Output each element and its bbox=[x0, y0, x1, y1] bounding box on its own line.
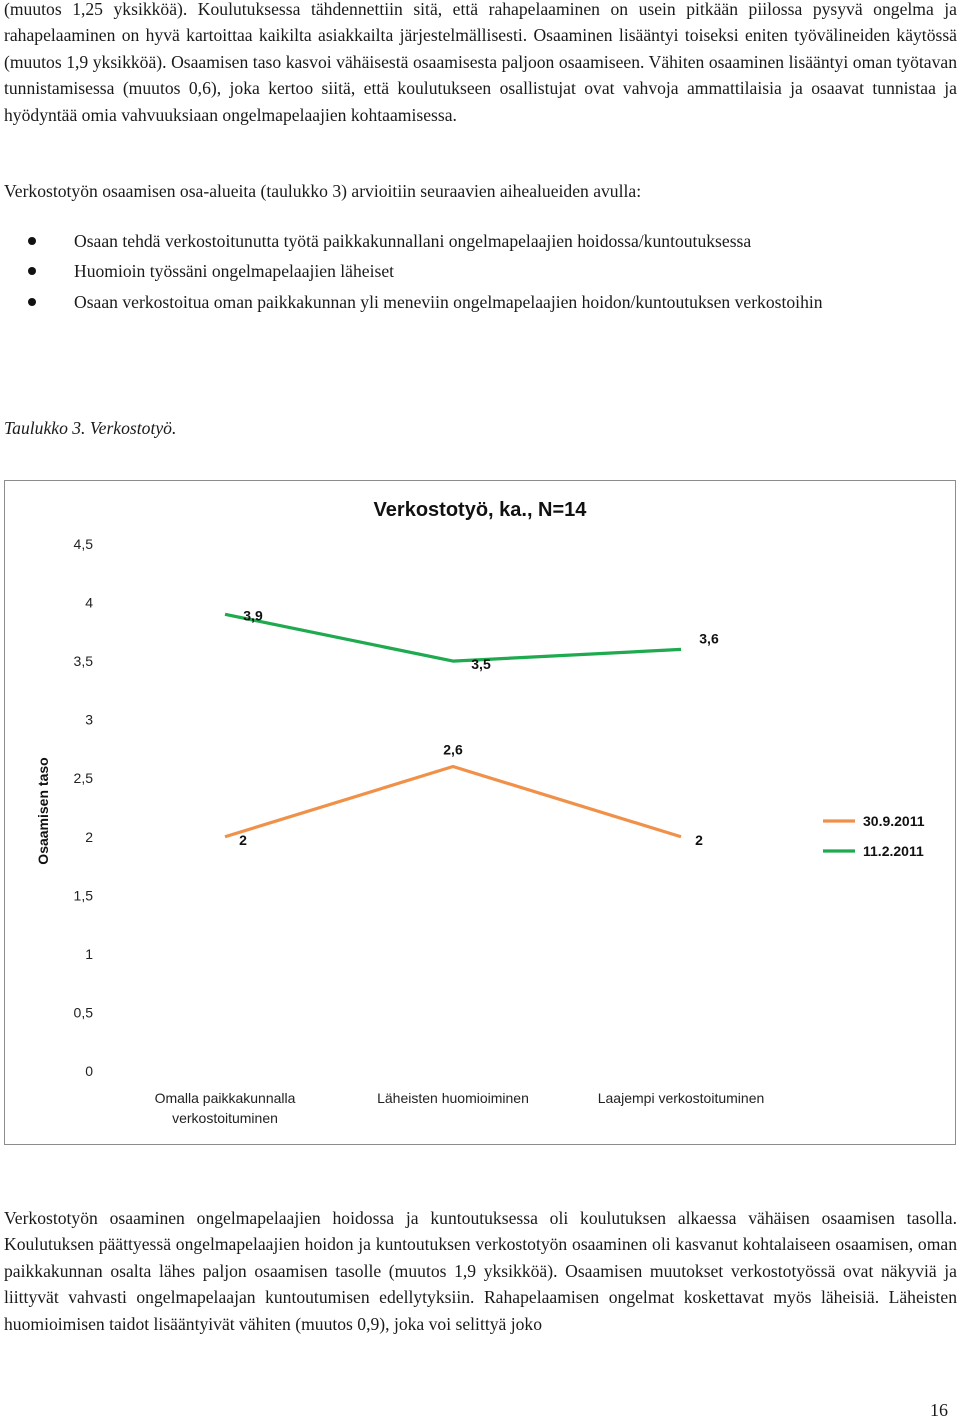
list-item: Osaan tehdä verkostoitunutta työtä paikkakunnallani ongelmapelaajien hoidossa/kuntoutuksessa bbox=[4, 228, 957, 254]
table-caption: Taulukko 3. Verkostotyö. bbox=[4, 418, 177, 438]
y-axis-label: Osaamisen taso bbox=[35, 757, 51, 865]
paragraph-network-areas: Verkostotyön osaamisen osa-alueita (taulukko 3) arvioitiin seuraavien aihealueiden avulla: bbox=[4, 181, 642, 201]
y-tick-label: 1 bbox=[85, 945, 93, 962]
paragraph-intro: (muutos 1,25 yksikköä). Koulutuksessa tähdennettiin sitä, että rahapelaaminen on usein pitkään piilossa pysyvä ongelma ja rahapelaaminen on hyvä kartoittaa kaikilta asiakkailta järjestelmällisesti. Osaaminen lisääntyi toiseksi eniten työvälineiden käytössä (muutos 1,9 yksikköä). Osaamisen taso kasvoi vähäisestä osaamisesta paljoon osaamiseen. Vähiten osaaminen lisääntyi oman työtavan tunnistamisessa (muutos 0,6), joka kertoo siitä, että koulutukseen osallistujat ovat vahvoja ammattilaisia ja osaavat tunnistaa ja hyödyntää omia vahvuuksiaan ongelmapelaajien kohtaamisessa. bbox=[4, 0, 957, 125]
data-label: 2,6 bbox=[443, 741, 463, 758]
x-category-label: Läheisten huomioiminen bbox=[377, 1090, 529, 1106]
y-tick-label: 2 bbox=[85, 828, 93, 845]
chart-frame bbox=[4, 480, 956, 1145]
x-category-label: Laajempi verkostoituminen bbox=[597, 1090, 765, 1106]
paragraph-conclusion: Verkostotyön osaaminen ongelmapelaajien hoidossa ja kuntoutuksessa oli koulutuksen alkaessa vähäisen osaamisen tasolla. Koulutuksen päättyessä ongelmapelaajien hoidon ja kuntoutuksen verkostotyön osaaminen oli kasvanut kohtalaiseen osaamisen, oman paikkakunnan osalta lähes paljon osaamisen tasolle (muutos 1,9 yksikköä). Osaamisen muutokset verkostotyössä ovat näkyviä ja liittyvät vahvasti ongelmapelaajan kuntoutumisen edellytyksiin. Rahapelaamisen ongelmat koskettavat myös läheisiä. Läheisten huomioimisen taidot lisääntyivät vähiten (muutos 0,9), joka voi selittyä joko bbox=[4, 1208, 957, 1334]
line-chart bbox=[5, 481, 955, 1144]
data-label: 3,6 bbox=[699, 630, 719, 647]
y-tick-label: 1,5 bbox=[73, 887, 93, 904]
y-tick-label: 0 bbox=[85, 1063, 93, 1079]
x-category-label: Omalla paikkakunnalla bbox=[154, 1090, 296, 1106]
y-tick-label: 0,5 bbox=[73, 1004, 93, 1021]
bullet-list bbox=[4, 228, 957, 319]
legend-label: 11.2.2011 bbox=[863, 843, 924, 859]
y-tick-label: 3 bbox=[85, 711, 93, 728]
list-item: Osaan verkostoitua oman paikkakunnan yli meneviin ongelmapelaajien hoidon/kuntoutuksen verkostoihin bbox=[4, 289, 957, 315]
chart-title: Verkostotyö, ka., N=14 bbox=[373, 499, 587, 521]
data-label: 2 bbox=[239, 831, 247, 848]
y-tick-label: 3,5 bbox=[73, 653, 93, 670]
data-label: 3,9 bbox=[243, 607, 263, 624]
y-tick-label: 2,5 bbox=[73, 770, 93, 787]
page-number: 16 bbox=[930, 1400, 948, 1420]
series-line bbox=[225, 614, 681, 661]
bullet-icon bbox=[28, 298, 36, 306]
series-line bbox=[225, 767, 681, 837]
x-category-label: verkostoituminen bbox=[172, 1110, 278, 1126]
bullet-icon bbox=[28, 237, 36, 245]
bullet-icon bbox=[28, 267, 36, 275]
legend-label: 30.9.2011 bbox=[863, 813, 925, 829]
y-tick-label: 4,5 bbox=[73, 536, 93, 552]
y-tick-label: 4 bbox=[85, 594, 93, 611]
data-label: 2 bbox=[695, 831, 703, 848]
list-item: Huomioin työssäni ongelmapelaajien läheiset bbox=[4, 258, 957, 284]
data-label: 3,5 bbox=[471, 656, 491, 673]
